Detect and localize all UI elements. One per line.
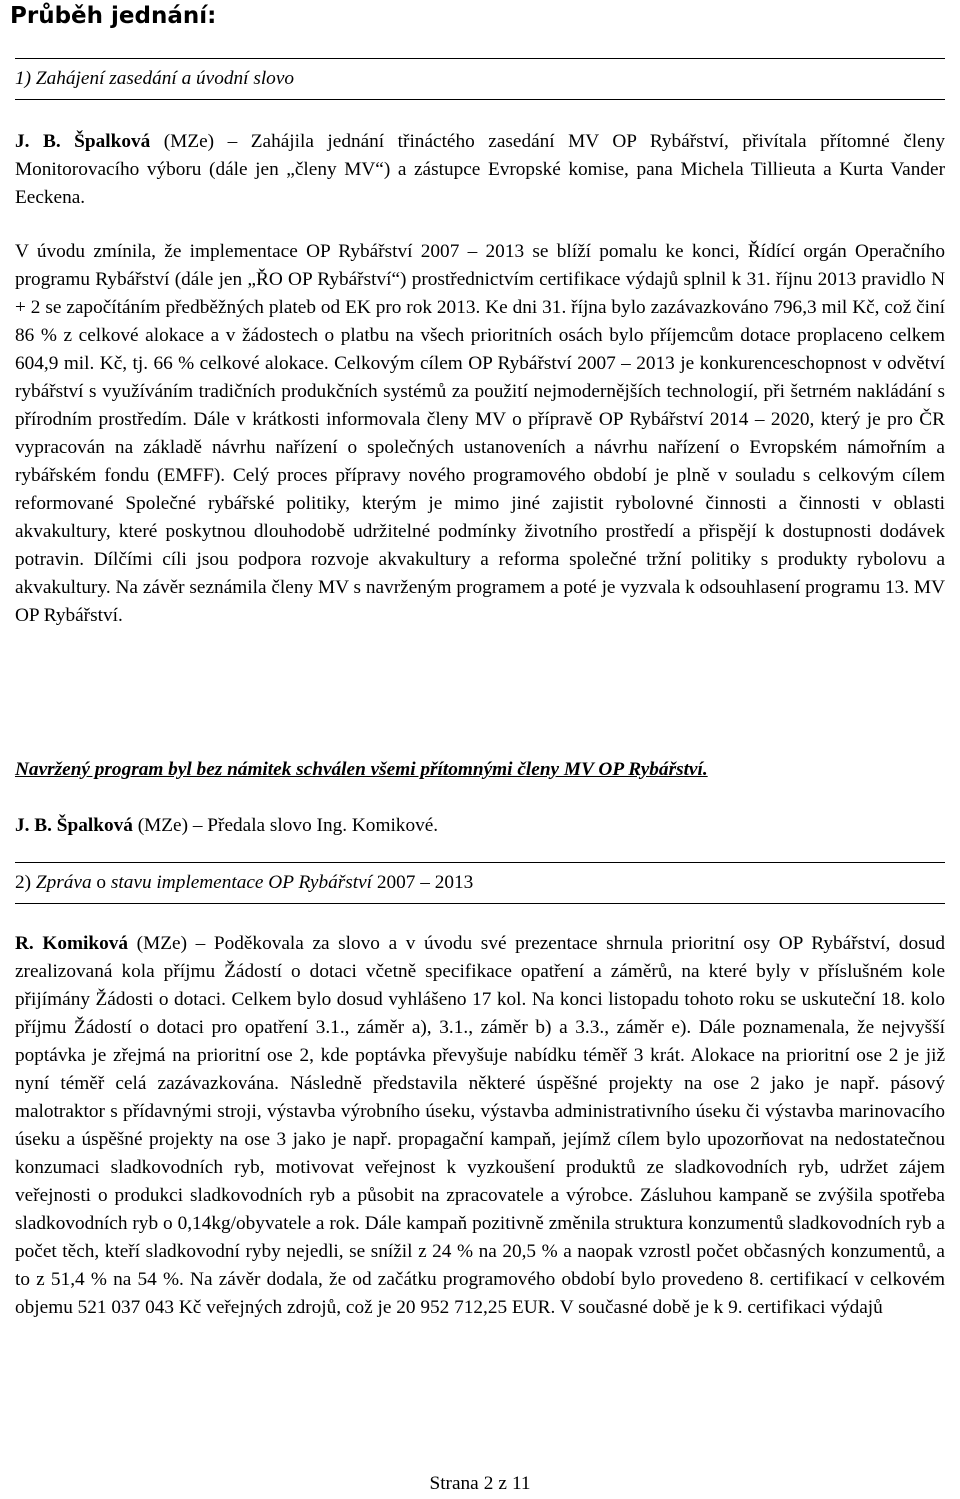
- footer-of: z: [498, 1473, 507, 1494]
- section-2-number: 2): [15, 872, 36, 893]
- page-heading: Průběh jednání:: [10, 3, 217, 29]
- section-1-title: 1) Zahájení zasedání a úvodní slovo: [15, 58, 945, 100]
- footer-total-pages: 11: [511, 1473, 531, 1494]
- footer-label: Strana: [429, 1473, 479, 1494]
- page-footer: [0, 1472, 960, 1496]
- speaker-name: J. B. Špalková: [15, 131, 151, 152]
- resolution-statement: Navržený program byl bez námitek schválen všemi přítomnými členy MV OP Rybářství.: [15, 759, 708, 780]
- handover-line: [15, 812, 945, 840]
- paragraph-text: (MZe) – Poděkovala za slovo a v úvodu své prezentace shrnula prioritní osy OP Rybářství, dosud zrealizovaná kola příjmu Žádostí o dotaci včetně specifikace opatření a záměrů, na které byly v příslušném kole přijímány Žádosti o dotaci. Celkem bylo dosud vyhlášeno 17 kol. Na konci listopadu tohoto roku se uskuteční 18. kolo příjmu Žádostí o dotaci pro opatření 3.1., záměr a), 3.1., záměr b) a 3.3., záměr e). Dále poznamenala, že nejvyšší poptávka je zřejmá na prioritní ose 2, kde poptávka převyšuje nabídku téměř 3 krát. Alokace na prioritní ose 2 je již nyní téměř celá zazávazkována. Následně představila některé úspěšné projekty na ose 2 jako je např. pásový malotraktor s přídavnými stroji, výstavba výrobního úseku, výstavba administrativního úseku či výstavba marinovacího úseku a úspěšné projekty na ose 3 jako je např. propagační kampaň, jejímž cílem bylo upozorňovat na nedostatečnou konzumaci sladkovodních ryb, motivovat veřejnost k vyzkoušení produktů ze sladkovodních ryb, udržet zájem veřejnosti o produkci sladkovodních ryb a působit na zpracovatele a výrobce. Zásluhou kampaně se zvýšila spotřeba sladkovodních ryb o 0,14kg/obyvatele a rok. Dále kampaň pozitivně změnila struktura konzumentů sladkovodních ryb a počet těch, kteří sladkovodní ryby nejedli, se snížil z 24 % na 20,5 % a naopak vzrostl počet občasných konzumentů, a to z 51,4 % na 54 %. Na závěr dodala, že od začátku programového období bylo provedeno 8. certifikací v celkovém objemu 521 037 043 Kč veřejných zdrojů, což je 20 952 712,25 EUR. V současné době je k 9. certifikaci výdajů: [15, 933, 945, 1318]
- paragraph-text: (MZe) – Předala slovo Ing. Komikové.: [132, 815, 439, 836]
- speaker-name: R. Komiková: [15, 933, 129, 954]
- paragraph-text: (MZe) – Zahájila jednání třináctého zasedání MV OP Rybářství, přivítala přítomné členy Monitorovacího výboru (dále jen „členy MV“) a zástupce Evropské komise, pana Michela Tillieuta a Kurta Vander Eeckena.: [15, 131, 945, 208]
- section-2-title-word: Zpráva: [35, 872, 92, 893]
- section-2-title-rest: stavu implementace OP Rybářství: [110, 872, 373, 893]
- section-2-title-years: 2007 – 2013: [372, 872, 474, 893]
- section-1-paragraph-intro: V úvodu zmínila, že implementace OP Rybářství 2007 – 2013 se blíží pomalu ke konci, Řídící orgán Operačního programu Rybářství (dále jen „ŘO OP Rybářství“) prostřednictvím certifikace výdajů splnil k 31. říjnu 2013 pravidlo N + 2 se započítáním předběžných plateb od EK pro rok 2013. Ke dni 31. října bylo zazávazkováno 796,3 mil Kč, což činí 86 % z celkové alokace a v žádostech o platbu na všech prioritních osách bylo příjemcům dotace proplaceno celkem 604,9 mil. Kč, tj. 66 % celkové alokace. Celkovým cílem OP Rybářství 2007 – 2013 je konkurenceschopnost v odvětví rybářství s využíváním tradičních produkčních systémů za použití nejmodernějších technologií, při šetrném nakládání s přírodním prostředím. Dále v krátkosti informovala členy MV o přípravě OP Rybářství 2014 – 2020, který je pro ČR vypracován na základě návrhu nařízení o společných ustanoveních a návrhu nařízení o Evropském námořním a rybářském fondu (EMFF). Celý proces přípravy nového programového období je plně v souladu s celkovým cílem reformované Společné rybářské politiky, kterým je mimo jiné zajistit rybolovné činnosti a činnosti v oblasti akvakultury, které poskytnou dlouhodobě udržitelné podmínky životního prostředí a přispějí k dostupnosti dodávek potravin. Dílčími cíli jsou podpora rozvoje akvakultury a reforma společné tržní politiky s produkty rybolovu a akvakultury. Na závěr seznámila členy MV s navrženým programem a poté je vyzvala k odsouhlasení programu 13. MV OP Rybářství.: [15, 241, 945, 626]
- section-2-paragraph: [15, 930, 945, 1322]
- section-1-paragraph-opening: [15, 128, 945, 212]
- section-2-title: [15, 862, 945, 904]
- speaker-name: J. B. Špalková: [15, 815, 133, 836]
- section-2-title-connector: o: [91, 872, 111, 893]
- footer-page-number: 2: [483, 1473, 494, 1494]
